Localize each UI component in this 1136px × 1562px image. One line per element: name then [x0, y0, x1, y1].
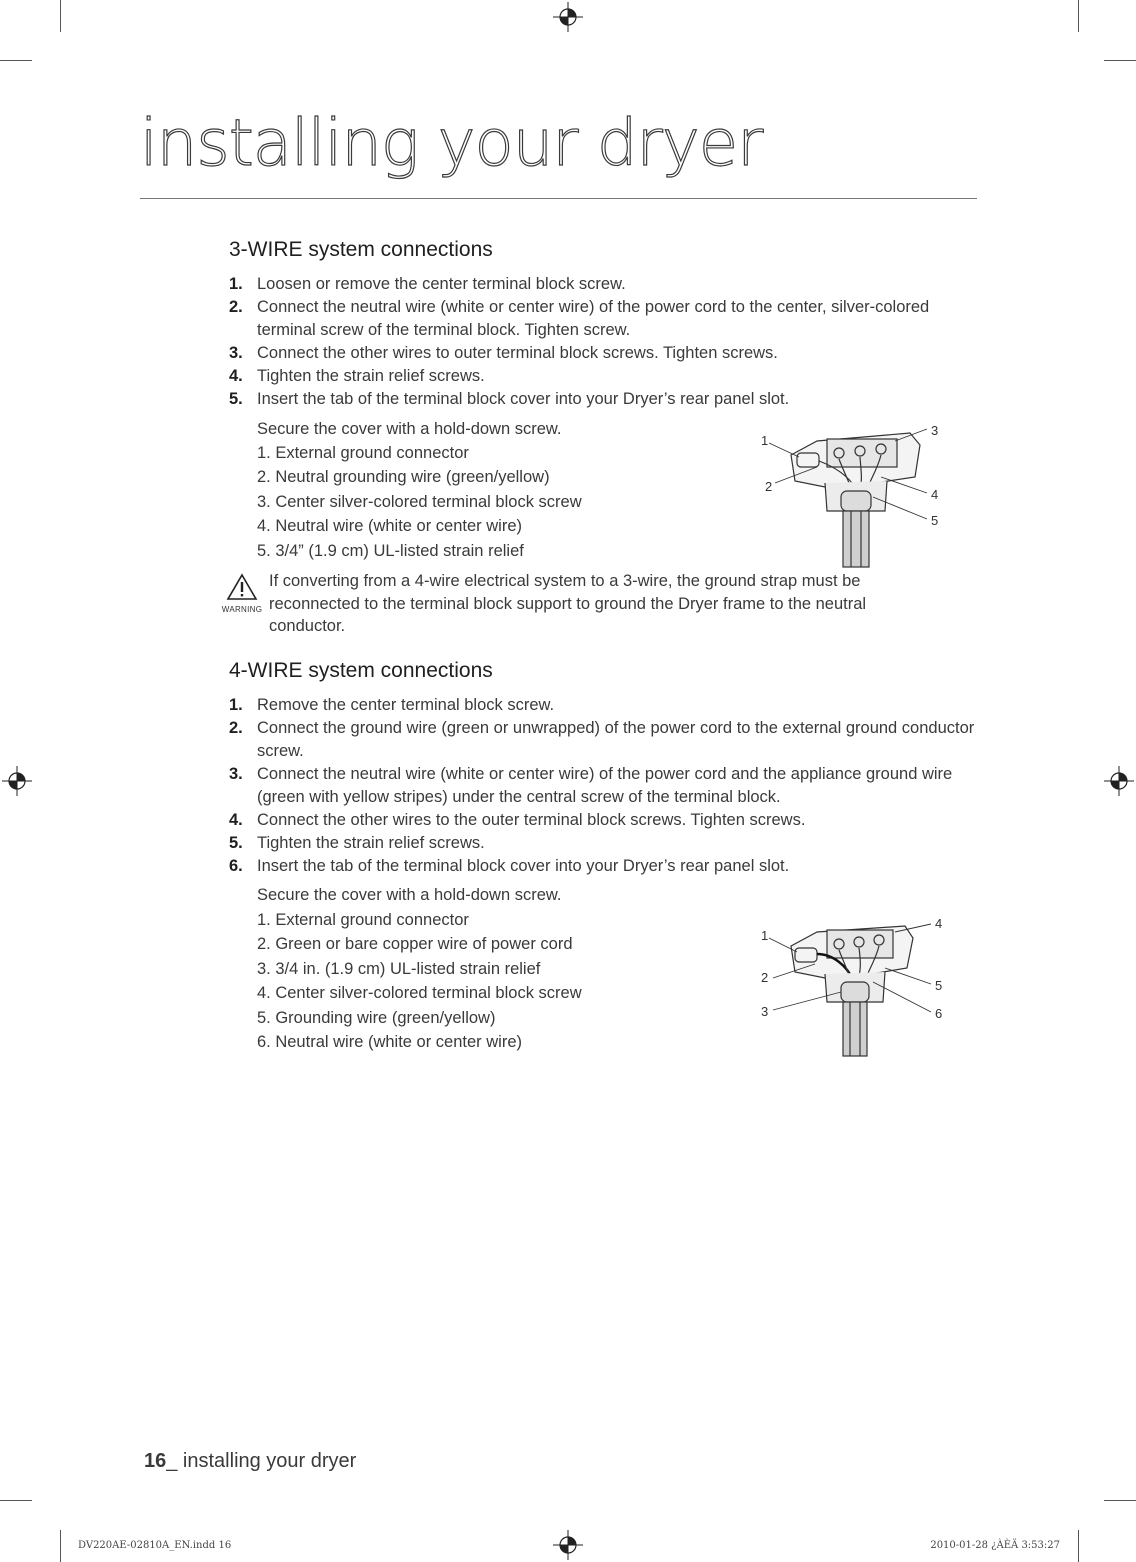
section-heading-3-wire: 3-WIRE system connections [229, 238, 493, 261]
terminal-block-diagram-3-wire [755, 415, 955, 570]
footer-label: _ installing your dryer [166, 1450, 357, 1472]
crop-mark [1078, 1530, 1079, 1562]
step-item [229, 763, 979, 809]
steps-list-3-wire [229, 273, 979, 411]
terminal-block-diagram-4-wire [755, 910, 955, 1060]
warning-label: WARNING [221, 605, 263, 614]
callout-label: 2 [765, 479, 773, 494]
secure-cover-note: Secure the cover with a hold-down screw. [257, 420, 562, 438]
part-item: 1. External ground connector [257, 444, 469, 462]
crop-mark [0, 1500, 32, 1501]
step-number: 4. [229, 811, 243, 829]
step-text: Tighten the strain relief screws. [257, 834, 485, 852]
warning-block [219, 572, 265, 614]
secure-cover-note: Secure the cover with a hold-down screw. [257, 886, 562, 904]
part-item: 1. External ground connector [257, 911, 469, 929]
step-text: Insert the tab of the terminal block cover into your Dryer’s rear panel slot. [257, 390, 790, 408]
part-item: 5. 3/4” (1.9 cm) UL-listed strain relief [257, 541, 524, 560]
section-heading-4-wire: 4-WIRE system connections [229, 659, 493, 682]
part-item: 4. Neutral wire (white or center wire) [257, 517, 522, 536]
step-item [229, 342, 979, 365]
step-number: 2. [229, 298, 243, 316]
registration-mark-icon [553, 2, 583, 32]
step-text: Insert the tab of the terminal block cover into your Dryer’s rear panel slot. [257, 857, 790, 875]
step-text: Connect the neutral wire (white or center wire) of the power cord to the center, silver-colored terminal screw of the terminal block. Tighten screw. [257, 298, 930, 339]
step-number: 4. [229, 367, 243, 385]
callout-label: 5 [931, 513, 939, 528]
registration-mark-icon [553, 1530, 583, 1560]
crop-mark [0, 60, 32, 61]
step-text: Tighten the strain relief screws. [257, 367, 485, 385]
callout-label: 3 [931, 423, 939, 438]
callout-label: 6 [935, 1006, 943, 1021]
step-number: 6. [229, 857, 243, 875]
step-number: 1. [229, 696, 243, 714]
crop-mark [1104, 60, 1136, 61]
crop-mark [1104, 1500, 1136, 1501]
step-item [229, 273, 979, 296]
step-number: 5. [229, 834, 243, 852]
step-text: Connect the other wires to the outer terminal block screws. Tighten screws. [257, 811, 806, 829]
callout-label: 1 [761, 433, 769, 448]
step-number: 5. [229, 390, 243, 408]
step-item [229, 694, 979, 717]
step-number: 2. [229, 719, 243, 737]
part-item: 3. Center silver-colored terminal block screw [257, 492, 582, 511]
step-text: Loosen or remove the center terminal block screw. [257, 275, 626, 293]
step-item [229, 717, 979, 763]
warning-text: If converting from a 4-wire electrical system to a 3-wire, the ground strap must be reconnected to the terminal block support to ground the Dryer frame to the neutral conductor. [269, 572, 867, 635]
step-item [229, 365, 979, 388]
part-item: 2. Neutral grounding wire (green/yellow) [257, 468, 550, 487]
step-item [229, 809, 979, 832]
part-item: 2. Green or bare copper wire of power cord [257, 935, 573, 954]
registration-mark-icon [2, 766, 32, 796]
step-number: 1. [229, 275, 243, 293]
part-item: 4. Center silver-colored terminal block screw [257, 984, 582, 1003]
page-number: 16 [144, 1450, 167, 1472]
step-text: Connect the other wires to outer terminal block screws. Tighten screws. [257, 344, 778, 362]
steps-list-4-wire [229, 694, 979, 878]
part-item: 3. 3/4 in. (1.9 cm) UL-listed strain relief [257, 959, 541, 978]
warning-triangle-icon [219, 572, 265, 602]
step-text: Connect the ground wire (green or unwrapped) of the power cord to the external ground conductor screw. [257, 719, 975, 760]
step-text: Connect the neutral wire (white or center wire) of the power cord and the appliance ground wire (green with yellow stripes) under the central screw of the terminal block. [257, 765, 953, 806]
title-rule [140, 198, 977, 199]
slug-filename: DV220AE-02810A_EN.indd 16 [78, 1540, 232, 1551]
part-item: 6. Neutral wire (white or center wire) [257, 1033, 522, 1052]
page-footer [144, 1450, 356, 1473]
parts-list-4-wire [257, 908, 582, 1054]
step-item [229, 855, 979, 878]
callout-label: 1 [761, 928, 769, 943]
part-item: 5. Grounding wire (green/yellow) [257, 1008, 496, 1027]
parts-list-3-wire [257, 441, 582, 563]
crop-mark [1078, 0, 1079, 32]
crop-mark [60, 0, 61, 32]
callout-label: 4 [935, 916, 943, 931]
callout-label: 4 [931, 487, 939, 502]
step-item [229, 832, 979, 855]
step-number: 3. [229, 344, 243, 362]
step-number: 3. [229, 765, 243, 783]
crop-mark [60, 1530, 61, 1562]
page-title: installing your dryer [140, 107, 763, 181]
slug-timestamp: 2010-01-28 ¿ÀÈÄ 3:53:27 [930, 1540, 1060, 1551]
step-item [229, 388, 979, 411]
step-item [229, 296, 979, 342]
registration-mark-icon [1104, 766, 1134, 796]
step-text: Remove the center terminal block screw. [257, 696, 555, 714]
callout-label: 5 [935, 978, 943, 993]
callout-label: 2 [761, 970, 769, 985]
callout-label: 3 [761, 1004, 769, 1019]
